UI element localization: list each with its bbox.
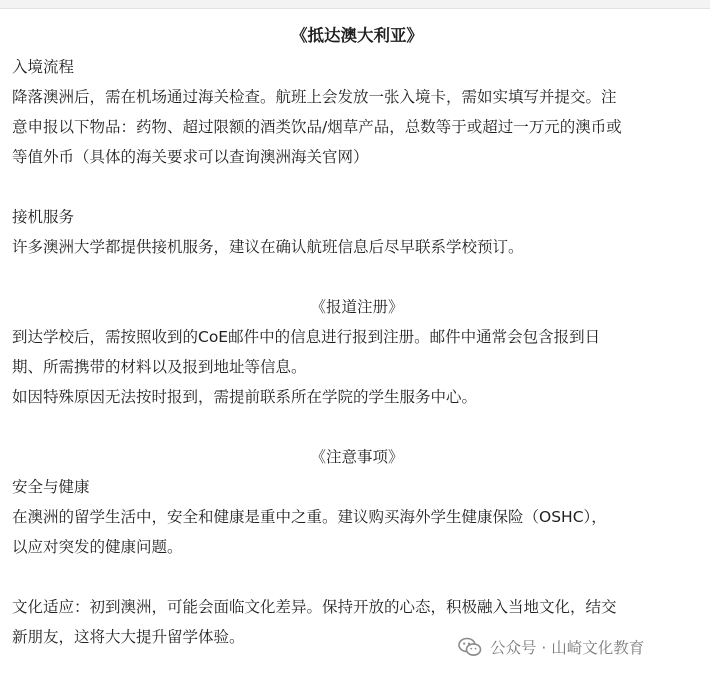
pickup-heading: 接机服务 xyxy=(12,208,75,226)
culture-line-2: 新朋友，这将大大提升留学体验。 xyxy=(12,628,245,646)
entry-line-1: 降落澳洲后，需在机场通过海关检查。航班上会发放一张入境卡，需如实填写并提交。注 xyxy=(12,88,617,106)
spacer xyxy=(12,412,702,442)
spacer xyxy=(12,562,702,592)
wechat-icon xyxy=(458,637,482,657)
culture-line-1: 文化适应：初到澳洲，可能会面临文化差异。保持开放的心态，积极融入当地文化，结交 xyxy=(12,598,617,616)
safety-line-1: 在澳洲的留学生活中，安全和健康是重中之重。建议购买海外学生健康保险（OSHC）， xyxy=(12,508,607,526)
safety-heading: 安全与健康 xyxy=(12,478,90,496)
entry-line-3: 等值外币（具体的海关要求可以查询澳洲海关官网） xyxy=(12,148,369,166)
spacer xyxy=(12,172,702,202)
top-divider xyxy=(0,0,710,9)
registration-line-3: 如因特殊原因无法按时报到，需提前联系所在学院的学生服务中心。 xyxy=(12,388,478,406)
pickup-line-1: 许多澳洲大学都提供接机服务，建议在确认航班信息后尽早联系学校预订。 xyxy=(12,238,524,256)
notes-heading: 《注意事项》 xyxy=(310,448,404,466)
entry-line-2: 意申报以下物品：药物、超过限额的酒类饮品/烟草产品，总数等于或超过一万元的澳币或 xyxy=(12,118,622,136)
registration-heading: 《报道注册》 xyxy=(310,298,404,316)
watermark-text: 公众号 · 山崎文化教育 xyxy=(490,639,645,657)
watermark xyxy=(458,634,644,660)
registration-line-1: 到达学校后，需按照收到的CoE邮件中的信息进行报到注册。邮件中通常会包含报到日 xyxy=(12,328,601,346)
entry-heading: 入境流程 xyxy=(12,58,75,76)
registration-line-2: 期、所需携带的材料以及报到地址等信息。 xyxy=(12,358,307,376)
safety-line-2: 以应对突发的健康问题。 xyxy=(12,538,183,556)
article-title: 《抵达澳大利亚》 xyxy=(291,26,423,45)
spacer xyxy=(12,262,702,292)
article-body xyxy=(12,22,702,652)
